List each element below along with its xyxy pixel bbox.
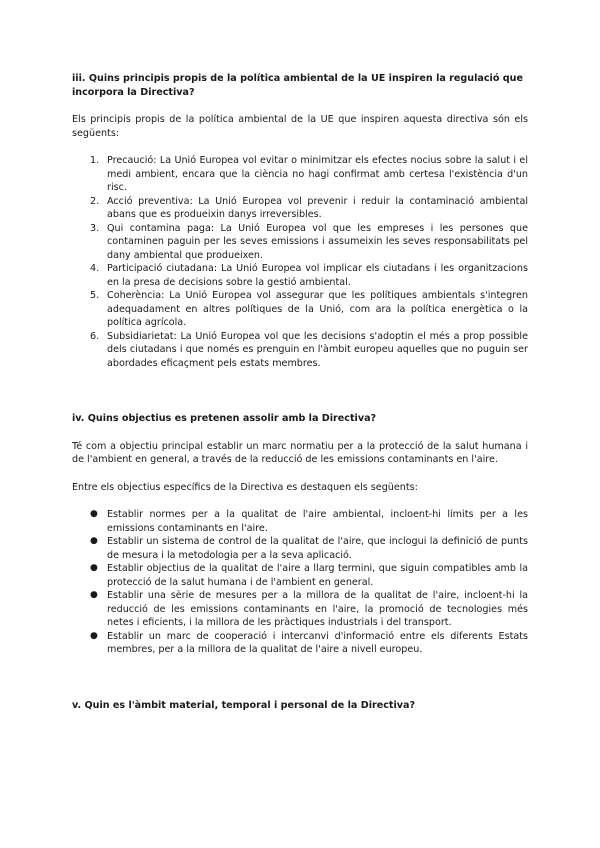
section-iv-heading: iv. Quins objectius es pretenen assolir amb la Directiva? [72, 413, 377, 424]
bullet-icon: ● [90, 630, 98, 641]
objectives-list [72, 508, 528, 657]
list-item: 4. Participació ciutadana: La Unió Europea vol implicar els ciutadans i les organitzacions en la presa de decisions sobre la gestió ambiental. [90, 263, 528, 288]
principles-list [72, 154, 528, 370]
section-iii-heading: iii. Quins principis propis de la política ambiental de la UE inspiren la regulació que incorpora la Directiva? [72, 73, 523, 98]
section-iv-paragraph: Té com a objectiu principal establir un marc normatiu per a la protecció de la salut humana i de l'ambient en general, a través de la reducció de les emissions contaminants en l'aire. [72, 440, 528, 465]
list-item: 6. Subsidiarietat: La Unió Europea vol que les decisions s'adoptin el més a prop possible dels ciutadans i que només es prenguin en l'àmbit europeu aquelles que no puguin ser abordades eficaçment pels estats membres. [90, 330, 528, 369]
list-item: ● Establir una sèrie de mesures per a la millora de la qualitat de l'aire, incloent-hi la reducció de les emissions contaminants en l'aire, la promoció de tecnologies més netes i eficients, i la millora de les pràctiques industrials i del transport. [90, 590, 528, 628]
list-item: 2. Acció preventiva: La Unió Europea vol prevenir i reduir la contaminació ambiental abans que es produeixin danys irreversibles. [90, 195, 528, 220]
bullet-icon: ● [90, 590, 98, 600]
list-item: ● Establir normes per a la qualitat de l'aire ambiental, incloent-hi límits per a les emissions contaminants en l'aire. [90, 509, 528, 534]
list-item: 1. Precaució: La Unió Europea vol evitar o minimitzar els efectes nocius sobre la salut i el medi ambient, encara que la ciència no hagi confirmat amb certesa l'existència d'un risc. [90, 155, 528, 193]
document-body [72, 72, 528, 712]
list-item: ● Establir un sistema de control de la qualitat de l'aire, que inclogui la definició de punts de mesura i la metodologia per a la seva aplicació. [90, 536, 528, 561]
list-item: 5. Coherència: La Unió Europea vol assegurar que les polítiques ambientals s'integren adequadament en altres polítiques de la Unió, com ara la política energètica o la política agrícola. [90, 290, 528, 328]
bullet-icon: ● [90, 536, 98, 546]
list-item: 3. Qui contamina paga: La Unió Europea vol que les empreses i les persones que contaminen paguin per les seves emissions i assumeixin les seves responsabilitats pel dany ambiental que produeixen. [90, 222, 528, 261]
section-v-heading: v. Quin es l'àmbit material, temporal i personal de la Directiva? [72, 699, 416, 711]
list-item: ● Establir objectius de la qualitat de l'aire a llarg termini, que siguin compatibles amb la protecció de la salut humana i de l'ambient en general. [90, 563, 528, 588]
bullet-icon: ● [90, 563, 98, 573]
section-iv-intro: Entre els objectius específics de la Directiva es destaquen els següents: [72, 481, 418, 493]
bullet-icon: ● [90, 509, 98, 519]
section-iii-intro: Els principis propis de la política ambiental de la UE que inspiren aquesta directiva són els següents: [72, 114, 528, 139]
list-item: ● Establir un marc de cooperació i intercanvi d'informació entre els diferents Estats membres, per a la millora de la qualitat de l'aire a nivell europeu. [90, 630, 528, 655]
